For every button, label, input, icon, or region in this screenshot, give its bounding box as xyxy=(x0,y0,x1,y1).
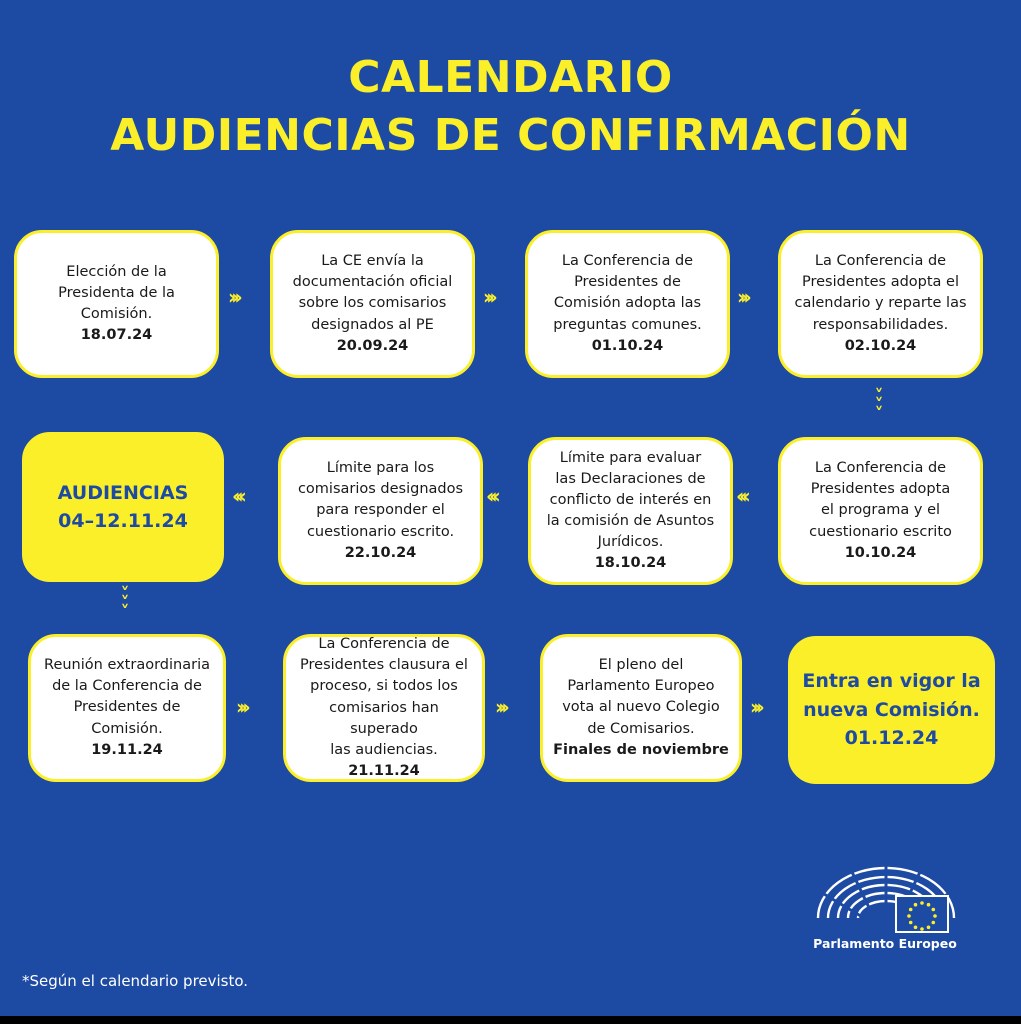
step-1-box xyxy=(14,230,219,378)
arrow-right-6: ››› xyxy=(750,695,760,719)
step-3-text: La Conferencia de Presidentes de Comisión adopta las preguntas comunes. xyxy=(553,253,702,333)
step-3-box xyxy=(525,230,730,378)
arrow-down-1: ˅ ˅ ˅ xyxy=(874,386,884,425)
arrow-right-1: ››› xyxy=(228,285,238,309)
step-6-text: Límite para evaluar las Declaraciones de conflicto de interés en la comisión de Asuntos Jurídicos. xyxy=(546,449,715,551)
arrow-right-2: ››› xyxy=(483,285,493,309)
step-10-text: La Conferencia de Presidentes clausura el proceso, si todos los comisarios han superado las audiencias. xyxy=(300,636,468,758)
footnote: *Según el calendario previsto. xyxy=(22,972,249,990)
step-6-date: 18.10.24 xyxy=(594,555,667,572)
step-1-text: Elección de la Presidenta de la Comisión. xyxy=(58,263,175,322)
step-3-date: 01.10.24 xyxy=(591,337,664,354)
step-8-box-hearings xyxy=(22,432,224,582)
step-4-date: 02.10.24 xyxy=(844,337,917,354)
step-2-box xyxy=(270,230,475,378)
arrow-down-2: ˅ ˅ ˅ xyxy=(120,584,130,623)
step-12-box-new-commission xyxy=(788,636,995,784)
step-6-box xyxy=(528,437,733,585)
step-11-box xyxy=(540,634,742,782)
step-2-date: 20.09.24 xyxy=(336,337,409,354)
step-11-text: El pleno del Parlamento Europeo vota al nuevo Colegio de Comisarios. xyxy=(562,657,720,737)
step-7-text: Límite para los comisarios designados para responder el cuestionario escrito. xyxy=(297,460,464,540)
step-7-date: 22.10.24 xyxy=(344,544,417,561)
step-10-date: 21.11.24 xyxy=(348,762,420,779)
step-12-text: Entra en vigor la nueva Comisión. xyxy=(802,670,981,721)
step-9-date: 19.11.24 xyxy=(91,741,163,758)
step-4-box xyxy=(778,230,983,378)
arrow-left-1: ‹‹‹ xyxy=(736,484,746,508)
title-line-2: AUDIENCIAS DE CONFIRMACIÓN xyxy=(110,110,911,161)
step-5-date: 10.10.24 xyxy=(844,544,917,561)
logo-caption: Parlamento Europeo xyxy=(813,936,957,951)
step-11-date: Finales de noviembre xyxy=(553,741,729,758)
step-4-text: La Conferencia de Presidentes adopta el calendario y reparte las responsabilidades. xyxy=(794,253,967,333)
step-12-date: 01.12.24 xyxy=(844,727,939,750)
step-1-date: 18.07.24 xyxy=(80,327,153,344)
step-8-text: AUDIENCIAS xyxy=(57,481,189,504)
arrow-right-4: ››› xyxy=(236,695,246,719)
step-7-box xyxy=(278,437,483,585)
step-9-text: Reunión extraordinaria de la Conferencia de Presidentes de Comisión. xyxy=(44,657,210,737)
step-8-date: 04–12.11.24 xyxy=(58,510,188,532)
step-5-text: La Conferencia de Presidentes adopta el programa y el cuestionario escrito xyxy=(809,460,952,540)
step-10-box xyxy=(283,634,485,782)
arrow-right-3: ››› xyxy=(737,285,747,309)
bottom-bar xyxy=(0,1016,1021,1024)
step-5-box xyxy=(778,437,983,585)
arrow-left-2: ‹‹‹ xyxy=(486,484,496,508)
title-line-1: CALENDARIO xyxy=(348,52,673,103)
arrow-left-3: ‹‹‹ xyxy=(232,484,242,508)
step-9-box xyxy=(28,634,226,782)
step-2-text: La CE envía la documentación oficial sobre los comisarios designados al PE xyxy=(292,253,453,333)
arrow-right-5: ››› xyxy=(495,695,505,719)
